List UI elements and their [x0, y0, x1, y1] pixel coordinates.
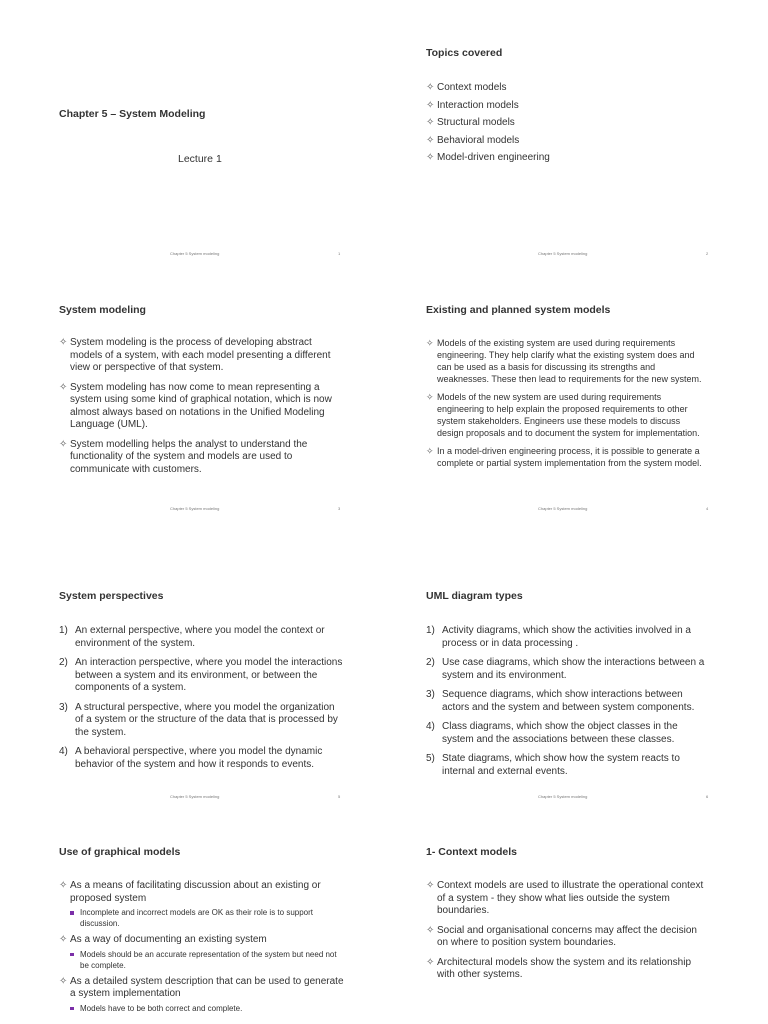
- list-item-text: As a detailed system description that can be used to generate a system implementation: [70, 975, 344, 999]
- list-item: [426, 925, 708, 950]
- list-item-text: As a means of facilitating discussion about an existing or proposed system: [70, 880, 321, 904]
- list-item: [426, 625, 708, 650]
- slide-6-title: UML diagram types: [426, 590, 523, 602]
- list-item-text: As a way of documenting an existing system: [70, 934, 267, 945]
- list-item-text: Sequence diagrams, which show interactions between actors and the system and between system components.: [442, 689, 695, 713]
- diamond-bullet-icon: ✧: [426, 392, 434, 402]
- slide-2-body: [426, 82, 726, 170]
- list-item: [426, 117, 726, 130]
- list-number: 5): [426, 753, 435, 764]
- diamond-bullet-icon: ✧: [59, 438, 68, 450]
- diamond-bullet-icon: ✧: [59, 337, 68, 348]
- diamond-bullet-icon: ✧: [59, 381, 68, 393]
- list-item-text: In a model-driven engineering process, it is possible to generate a complete or partial system implementation from the system model.: [437, 446, 702, 468]
- list-item-text: Model-driven engineering: [437, 152, 550, 163]
- list-item: [426, 445, 708, 469]
- sub-list-item-text: Incomplete and incorrect models are OK as their role is to support discussion.: [80, 908, 313, 928]
- list-item: [59, 880, 344, 905]
- list-item-text: Class diagrams, which show the object classes in the system and the associations between these classes.: [442, 721, 678, 745]
- list-item-text: Behavioral models: [437, 134, 520, 146]
- list-item-text: Structural models: [437, 117, 515, 128]
- list-item: [59, 702, 344, 740]
- diamond-bullet-icon: ✧: [426, 82, 435, 93]
- list-item: [426, 657, 708, 682]
- list-number: 1): [426, 625, 435, 636]
- sub-list-item: [59, 1003, 344, 1014]
- list-number: 3): [59, 701, 68, 713]
- list-item-text: System modeling is the process of developing abstract models of a system, with each model presenting a different view or perspective of that system.: [70, 337, 331, 373]
- sub-list-item-text: Models should be an accurate representation of the system but need not be complete.: [80, 949, 337, 970]
- list-item: [59, 976, 344, 1001]
- diamond-bullet-icon: ✧: [426, 956, 435, 968]
- list-item-text: Interaction models: [437, 99, 519, 111]
- slide-3-footer: Chapter 5 System modeling: [170, 506, 220, 511]
- list-item: [426, 721, 708, 746]
- list-item-text: Context models: [437, 82, 507, 93]
- list-item: [426, 391, 708, 439]
- list-number: 3): [426, 689, 435, 700]
- diamond-bullet-icon: ✧: [426, 880, 435, 891]
- list-number: 1): [59, 625, 68, 636]
- slide-8-body: [426, 880, 708, 989]
- list-item-text: An interaction perspective, where you model the interactions between a system and its environment, or between the components of a system.: [75, 657, 343, 693]
- slide-1-footer: Chapter 5 System modeling: [170, 251, 220, 256]
- list-item-text: An external perspective, where you model the context or environment of the system.: [75, 625, 325, 649]
- slide-3-page-number: 3: [338, 506, 341, 511]
- slide-1-page-number: 1: [338, 251, 341, 256]
- diamond-bullet-icon: ✧: [426, 338, 434, 348]
- list-item-text: A structural perspective, where you model the organization of a system or the structure of the data that is processed by the system.: [75, 701, 338, 738]
- slide-7-body: [59, 880, 344, 1019]
- slide-5-page-number: 5: [338, 794, 341, 799]
- slide-3-title: System modeling: [59, 304, 146, 316]
- list-number: 4): [59, 746, 68, 757]
- slide-6-body: [426, 625, 708, 785]
- list-item: [59, 657, 344, 695]
- slide-3-body: [59, 337, 344, 483]
- slide-5-title: System perspectives: [59, 590, 164, 602]
- slide-2-page-number: 2: [706, 251, 709, 256]
- square-bullet-icon: [70, 1007, 74, 1011]
- square-bullet-icon: [70, 911, 74, 915]
- slide-4-footer: Chapter 5 System modeling: [538, 506, 588, 511]
- slide-6-footer: Chapter 5 System modeling: [538, 794, 588, 799]
- slide-2-footer: Chapter 5 System modeling: [538, 251, 588, 256]
- list-item: [426, 100, 726, 113]
- list-item: [59, 746, 344, 771]
- list-item-text: System modeling has now come to mean representing a system using some kind of graphical notation, which is now almost always based on notations in the Unified Modeling Language (UML).: [70, 381, 332, 430]
- slide-2-title: Topics covered: [426, 47, 503, 59]
- diamond-bullet-icon: ✧: [426, 117, 435, 128]
- list-item-text: State diagrams, which show how the system reacts to internal and external events.: [442, 753, 680, 777]
- slide-4-title: Existing and planned system models: [426, 304, 611, 316]
- sub-list-item-text: Models have to be both correct and complete.: [80, 1003, 243, 1013]
- diamond-bullet-icon: ✧: [426, 99, 435, 111]
- list-item: [426, 957, 708, 982]
- list-item-text: Context models are used to illustrate the operational context of a system - they show what lies outside the system boundaries.: [437, 880, 704, 916]
- diamond-bullet-icon: ✧: [59, 975, 68, 987]
- list-number: 2): [59, 657, 68, 668]
- list-item: [59, 337, 344, 375]
- diamond-bullet-icon: ✧: [59, 880, 68, 891]
- diamond-bullet-icon: ✧: [426, 446, 434, 456]
- slide-7-title: Use of graphical models: [59, 846, 181, 858]
- slide-1-title: Chapter 5 – System Modeling: [59, 108, 206, 120]
- list-item: [59, 382, 344, 432]
- list-item-text: Models of the new system are used during requirements engineering to help explain the proposed requirements to other system stakeholders. Engineers use these models to discuss design proposals and to document the system for implementation.: [437, 392, 700, 438]
- diamond-bullet-icon: ✧: [426, 924, 435, 936]
- list-item: [426, 152, 726, 165]
- sub-list-item: [59, 949, 344, 971]
- list-item: [59, 439, 344, 477]
- list-item: [426, 880, 708, 918]
- slide-5-body: [59, 625, 344, 778]
- list-item: [59, 934, 344, 947]
- slide-8-title: 1- Context models: [426, 846, 518, 858]
- list-item-text: Activity diagrams, which show the activities involved in a process or in data processing .: [442, 625, 691, 649]
- slide-6-page-number: 6: [706, 794, 709, 799]
- square-bullet-icon: [70, 953, 74, 957]
- list-item: [59, 625, 344, 650]
- diamond-bullet-icon: ✧: [59, 934, 68, 945]
- list-item: [426, 82, 726, 95]
- list-item-text: Architectural models show the system and its relationship with other systems.: [437, 956, 692, 980]
- list-number: 2): [426, 657, 435, 668]
- diamond-bullet-icon: ✧: [426, 152, 435, 163]
- list-item-text: Use case diagrams, which show the interactions between a system and its environment.: [442, 657, 705, 681]
- list-item-text: A behavioral perspective, where you model the dynamic behavior of the system and how it responds to events.: [75, 746, 323, 770]
- list-item-text: Models of the existing system are used during requirements engineering. They help clarify what the existing system does and can be used as a basis for discussing its strengths and weaknesses. These then lead to requirements for the new system.: [437, 338, 702, 384]
- slide-5-footer: Chapter 5 System modeling: [170, 794, 220, 799]
- slide-1-subtitle: Lecture 1: [178, 153, 222, 165]
- list-item: [426, 689, 708, 714]
- list-item: [426, 135, 726, 148]
- slide-4-page-number: 4: [706, 506, 709, 511]
- list-number: 4): [426, 721, 435, 732]
- list-item-text: Social and organisational concerns may affect the decision on where to position system boundaries.: [437, 924, 697, 948]
- list-item: [426, 337, 708, 385]
- list-item: [426, 753, 708, 778]
- diamond-bullet-icon: ✧: [426, 134, 435, 146]
- slide-4-body: [426, 337, 708, 475]
- list-item-text: System modelling helps the analyst to understand the functionality of the system and models are used to communicate with customers.: [70, 438, 308, 475]
- sub-list-item: [59, 907, 344, 929]
